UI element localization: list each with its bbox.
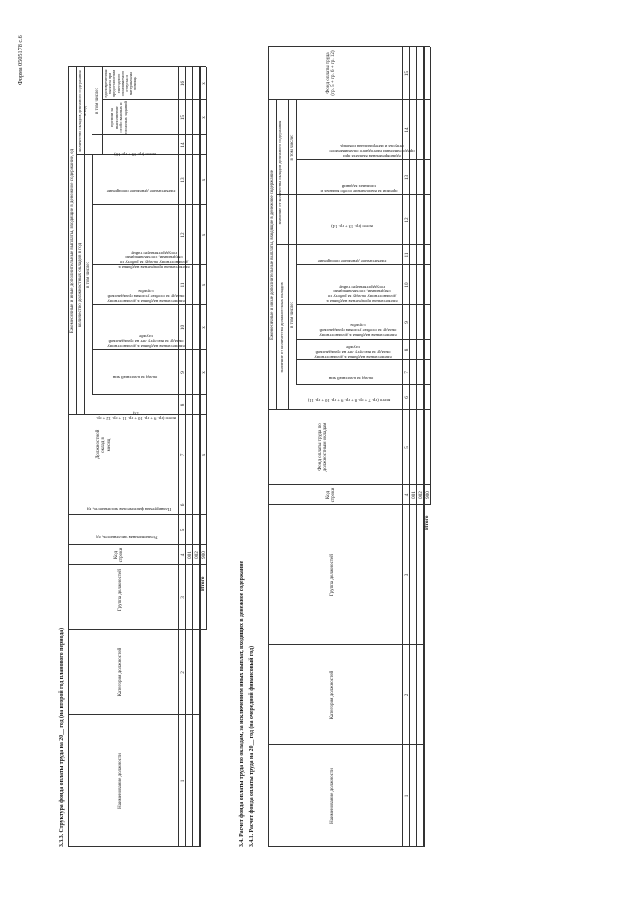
t2-h6: всего (гр. 7 + гр. 8 + гр. 9 + гр. 10 + гр. 11) [307, 398, 391, 403]
t2-colnum: 12 [404, 217, 410, 223]
t1-h1: Наименование должности [118, 753, 123, 809]
t1-h12: ежемесячная процентная надбавка к должностному окладу за работу со сведениями, составляющими государственную тайну [118, 250, 190, 270]
section4-subtitle: 3.4.1. Расчет фонда оплаты труда на 20__ год (на очередной финансовый год) [249, 645, 255, 847]
t1-total-x: x [201, 453, 207, 457]
t1-total-x: x [201, 371, 207, 374]
t2-colnum: 6 [404, 396, 410, 399]
table1-title: 3.3.3. Структура фонда оплаты труда на 20__ год (на второй год планового периода) [59, 627, 65, 847]
t2-colnum: 9 [404, 321, 410, 324]
t2-h12: всего (гр. 13 + гр. 14) [331, 224, 373, 229]
t2-group-a: значение от количества должностных окладов [279, 282, 284, 373]
t2-colnum: 15 [404, 70, 410, 77]
t2-total-label: Итого [424, 515, 430, 530]
section4-title: 3.4. Расчет фонда оплаты труда по окладам, за исключением иных выплат, входящих в денежное содержание [239, 560, 245, 847]
t1-group-main: Ежемесячные и иные дополнительные выплаты, входящие в денежное содержание, ед [70, 148, 75, 334]
t2-group-main: Ежемесячные и иные дополнительные выплаты, входящие в денежное содержание [270, 170, 275, 340]
t2-row-code: 001 [411, 491, 417, 499]
t2-h15: Фонд оплаты труда (гр. 5 + гр. 6 + гр. 12) [326, 50, 337, 96]
t1-h5: Установленная численность, ед [96, 535, 158, 540]
t1-colnum: 10 [180, 324, 186, 331]
t1-total-x: x [201, 116, 207, 119]
t1-h11: ежемесячная надбавка к должностному окладу за особые условия гражданской службы [107, 289, 185, 304]
t1-in-that: в том числе: [86, 261, 91, 289]
t2-colnum: 11 [404, 252, 410, 258]
t2-h9: ежемесячная надбавка к должностному окладу за особые условия гражданской службы [319, 323, 397, 338]
t2-colnum: 10 [404, 282, 410, 288]
t2-h1: Наименование должности [330, 768, 335, 824]
t2-colnum: 7 [404, 371, 410, 374]
t1-h9: оклад за классный чин [112, 375, 158, 380]
t2-h7: оклад за классный чин [328, 376, 374, 381]
t2-in-that2: в том числе: [290, 134, 295, 161]
t1-colnum: 5 [180, 528, 186, 532]
t1-row-code: 002 [194, 551, 200, 559]
t1-colnum: 13 [180, 177, 186, 183]
t1-row-code: 001 [187, 551, 193, 559]
t1-colnum: 11 [180, 282, 186, 288]
t1-h6: Планируемая фактическая численность, ед [86, 507, 172, 512]
t1-total-x: x [201, 178, 207, 182]
t1-h16: единовременная выплата при предоставлении ежегодного оплачиваемого отпуска и материальная помощь [103, 69, 138, 98]
t1-colnum: 6 [180, 503, 186, 507]
t2-colnum: 5 [404, 446, 410, 449]
t2-h5: Фонд оплаты труда по должностным окладам [318, 422, 329, 472]
form-code: Форма 0505178 с.6 [17, 35, 24, 85]
t1-h7: Должностной оклад в месяц [96, 429, 112, 459]
t1-colnum: 14 [180, 142, 186, 148]
t2-in-that: в том числе: [290, 301, 295, 329]
t1-h8: всего (гр. 9 + гр. 10 + гр. 11 + гр. 12 + гр. 13) [96, 411, 176, 421]
t1-h4: Код строки [114, 547, 125, 563]
t1-in-that2: в том числе: [95, 87, 100, 115]
t1-colnum: 8 [180, 403, 186, 407]
t2-colnum: 3 [404, 573, 410, 577]
t1-h14: всего (гр. 15 + гр. 16) [114, 152, 156, 157]
t2-colnum: 13 [404, 174, 410, 181]
t1-total-x: x [201, 326, 207, 329]
t1-total-x: x [201, 283, 207, 287]
t2-group-b: значение от количества окладов денежного содержания [277, 120, 282, 225]
t1-total-label: Итого [200, 576, 206, 591]
t1-colnum: 7 [180, 453, 186, 457]
t1-total-x: x [201, 82, 207, 85]
t2-h2: Категория должностей [330, 670, 335, 720]
t1-colnum: 3 [180, 596, 186, 599]
t1-colnum: 15 [180, 114, 186, 121]
t1-colnum: 2 [180, 671, 186, 674]
t2-colnum: 8 [404, 348, 410, 352]
t1-h3: Группа должностей [118, 569, 123, 611]
t2-h3: Группа должностей [330, 554, 335, 596]
t2-h11: ежемесячное денежное поощрение [317, 259, 387, 264]
t2-colnum: 1 [404, 794, 410, 798]
t1-total-x: x [201, 233, 207, 237]
t1-h10: ежемесячная надбавка к должностному окладу за выслугу лет на гражданской службе [107, 334, 185, 349]
t1-group-month: количество должностных окладов в год [78, 242, 83, 328]
t1-colnum: 9 [180, 371, 186, 374]
t1-h2: Категория должностей [118, 647, 123, 697]
t1-total-code: 900 [201, 551, 207, 559]
t1-colnum: 16 [180, 80, 186, 87]
t2-h13: премии за выполнение особо важных и сложных заданий [320, 184, 398, 194]
t1-group-year: количество окладов денежного содержания в год [77, 70, 87, 152]
t1-colnum: 4 [180, 553, 186, 557]
t2-h10: ежемесячная процентная надбавка к должностному окладу за работу со сведениями, составляющими государственную тайну [326, 284, 398, 304]
t1-colnum: 12 [180, 232, 186, 238]
t1-h13: ежемесячное денежное поощрение [106, 189, 176, 194]
t2-total-code: 900 [425, 491, 431, 499]
t1-colnum: 1 [180, 779, 186, 783]
t2-h14: единовременная выплата при предоставлении ежегодного оплачиваемого отпуска и материальная помощь [329, 144, 415, 159]
t2-colnum: 14 [404, 127, 410, 133]
t2-row-code: 002 [418, 491, 424, 499]
t2-h4: Код строки [326, 487, 337, 503]
t2-colnum: 2 [404, 693, 410, 697]
t2-colnum: 4 [404, 493, 410, 497]
t1-h15: премии за выполнение особо важных и сложных заданий [109, 101, 128, 134]
t2-h8: ежемесячная надбавка к должностному окладу за выслугу лет на гражданской службе [314, 345, 392, 360]
